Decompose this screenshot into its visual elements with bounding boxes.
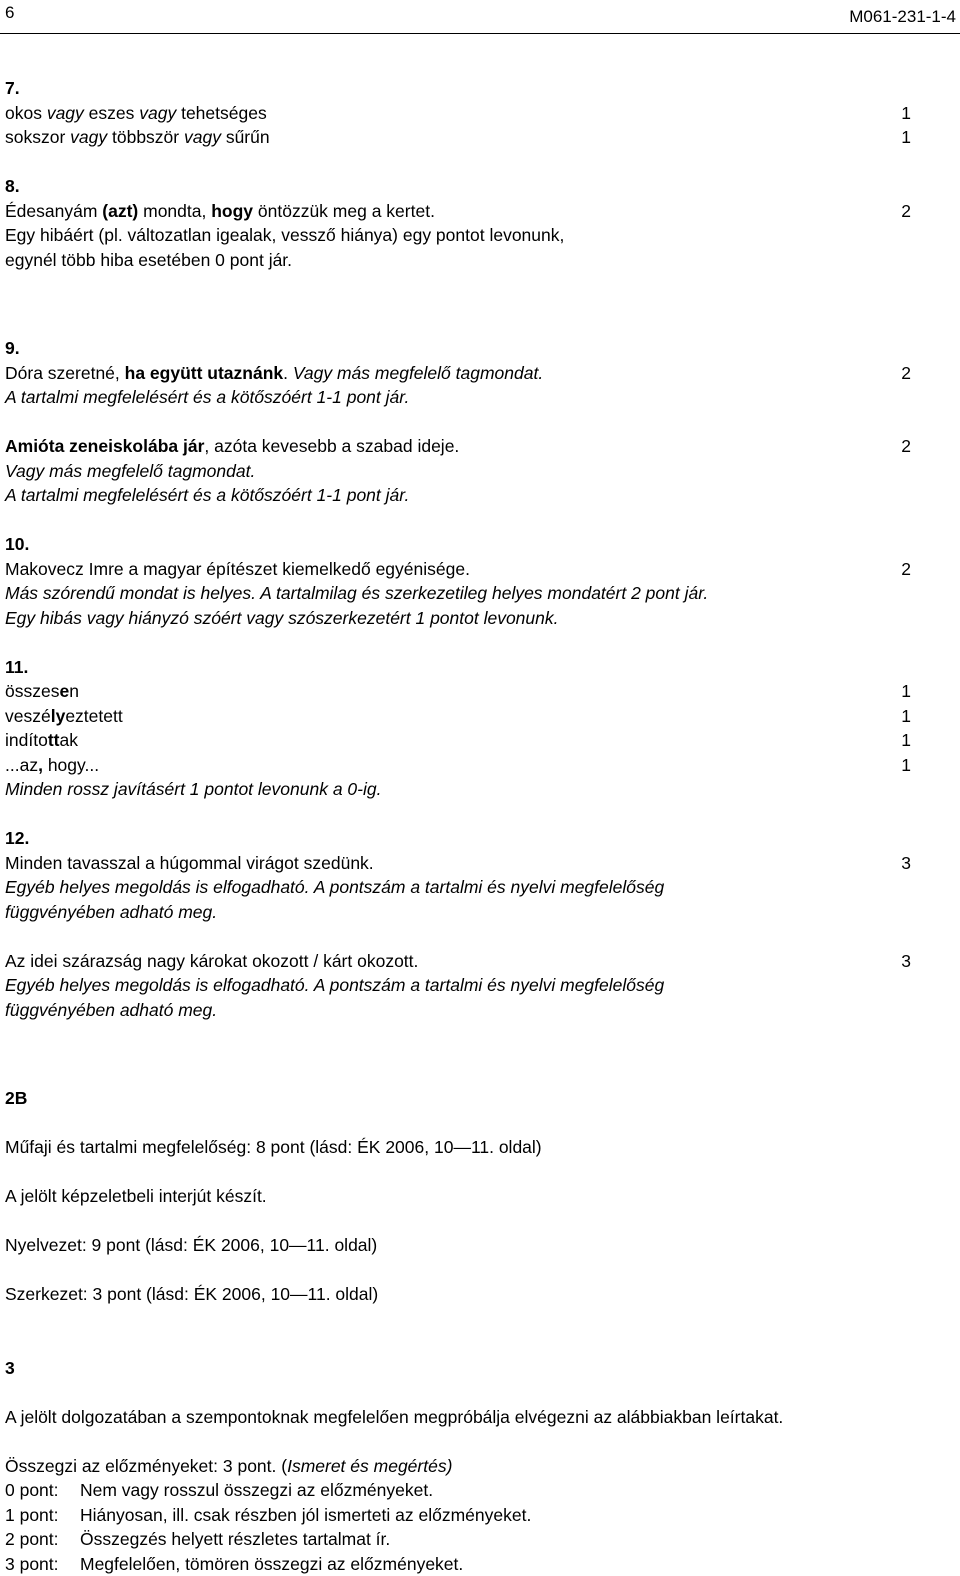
q8-note-2: egynél több hiba esetében 0 pont jár.: [5, 248, 911, 273]
q10-answer: Makovecz Imre a magyar építészet kiemelkedő egyénisége. 2: [5, 557, 911, 582]
score: 2: [891, 434, 911, 459]
section-2b-criterion-2: Nyelvezet: 9 pont (lásd: ÉK 2006, 10—11. oldal): [5, 1233, 911, 1258]
page-number: 6: [5, 3, 14, 23]
q11-word-1: összesen 1: [5, 679, 911, 704]
section-3-point-1: 1 pont: Hiányosan, ill. csak részben jól ismerteti az előzményeket.: [5, 1503, 911, 1528]
q9-note-2: Vagy más megfelelő tagmondat.: [5, 459, 911, 484]
q7-answer-2: sokszor vagy többször vagy sűrűn 1: [5, 125, 911, 150]
q11-number: 11.: [5, 655, 28, 680]
point-label: 1 pont:: [5, 1503, 80, 1528]
section-3-summary: Összegzi az előzményeket: 3 pont. (Ismeret és megértés): [5, 1454, 911, 1479]
score: 3: [891, 851, 911, 876]
q12-note-1: Egyéb helyes megoldás is elfogadható. A pontszám a tartalmi és nyelvi megfelelőség: [5, 875, 911, 900]
q12-note-3: Egyéb helyes megoldás is elfogadható. A pontszám a tartalmi és nyelvi megfelelőség: [5, 973, 911, 998]
section-3-point-2: 2 pont: Összegzés helyett részletes tartalmat ír.: [5, 1527, 911, 1552]
q10-number: 10.: [5, 532, 29, 557]
q12-note-4: függvényében adható meg.: [5, 998, 911, 1023]
score: 1: [891, 753, 911, 778]
section-3-title-line: [5, 1356, 911, 1381]
q8-number-line: [5, 174, 911, 199]
q11-number-line: [5, 655, 911, 680]
score: 2: [891, 199, 911, 224]
point-label: 0 pont:: [5, 1478, 80, 1503]
document-code: M061-231-1-4: [849, 7, 956, 27]
section-3-point-3: 3 pont: Megfelelően, tömören összegzi az előzményeket.: [5, 1552, 911, 1576]
score: 1: [891, 125, 911, 150]
section-3-title: 3: [5, 1356, 15, 1381]
section-3-point-0: 0 pont: Nem vagy rosszul összegzi az előzményeket.: [5, 1478, 911, 1503]
q11-note: Minden rossz javításért 1 pontot levonunk a 0-ig.: [5, 777, 911, 802]
q8-number: 8.: [5, 174, 20, 199]
q8-note-1: Egy hibáért (pl. változatlan igealak, vessző hiánya) egy pontot levonunk,: [5, 223, 911, 248]
q9-number-line: [5, 336, 911, 361]
score: 1: [891, 728, 911, 753]
q12-number: 12.: [5, 826, 29, 851]
q9-note-1: A tartalmi megfelelésért és a kötőszóért 1-1 pont jár.: [5, 385, 911, 410]
score: 2: [891, 557, 911, 582]
q12-answer-2: Az idei szárazság nagy károkat okozott / kárt okozott. 3: [5, 949, 911, 974]
section-2b-title-line: [5, 1086, 911, 1111]
section-2b-criterion-1: Műfaji és tartalmi megfelelőség: 8 pont (lásd: ÉK 2006, 10—11. oldal): [5, 1135, 911, 1160]
q9-note-3: A tartalmi megfelelésért és a kötőszóért 1-1 pont jár.: [5, 483, 911, 508]
q11-word-4: ...az, hogy... 1: [5, 753, 911, 778]
score: 1: [891, 704, 911, 729]
q8-answer: Édesanyám (azt) mondta, hogy öntözzük meg a kertet. 2: [5, 199, 911, 224]
score: 2: [891, 361, 911, 386]
q7-answer-1: okos vagy eszes vagy tehetséges 1: [5, 101, 911, 126]
section-3-intro: A jelölt dolgozatában a szempontoknak megfelelően megpróbálja elvégezni az alábbiakban leírtakat.: [5, 1405, 911, 1430]
q12-number-line: [5, 826, 911, 851]
point-label: 2 pont:: [5, 1527, 80, 1552]
q12-answer-1: Minden tavasszal a húgommal virágot szedünk. 3: [5, 851, 911, 876]
section-2b-title: 2B: [5, 1086, 27, 1111]
q9-number: 9.: [5, 336, 20, 361]
q11-word-3: indítottak 1: [5, 728, 911, 753]
score: 1: [891, 679, 911, 704]
q12-note-2: függvényében adható meg.: [5, 900, 911, 925]
q9-answer-1: Dóra szeretné, ha együtt utaznánk. Vagy más megfelelő tagmondat. 2: [5, 361, 911, 386]
section-2b-task: A jelölt képzeletbeli interjút készít.: [5, 1184, 911, 1209]
score: 1: [891, 101, 911, 126]
q10-note-1: Más szórendű mondat is helyes. A tartalmilag és szerkezetileg helyes mondatért 2 pont jár.: [5, 581, 911, 606]
answer-key-content: [5, 76, 911, 1576]
q7-number: 7.: [5, 76, 20, 101]
point-label: 3 pont:: [5, 1552, 80, 1576]
score: 3: [891, 949, 911, 974]
q11-word-2: veszélyeztetett 1: [5, 704, 911, 729]
q10-number-line: [5, 532, 911, 557]
q9-answer-2: Amióta zeneiskolába jár, azóta kevesebb a szabad ideje. 2: [5, 434, 911, 459]
page-header: [0, 0, 960, 34]
q10-note-2: Egy hibás vagy hiányzó szóért vagy szószerkezetért 1 pontot levonunk.: [5, 606, 911, 631]
q7-number-line: [5, 76, 911, 101]
section-2b-criterion-3: Szerkezet: 3 pont (lásd: ÉK 2006, 10—11. oldal): [5, 1282, 911, 1307]
